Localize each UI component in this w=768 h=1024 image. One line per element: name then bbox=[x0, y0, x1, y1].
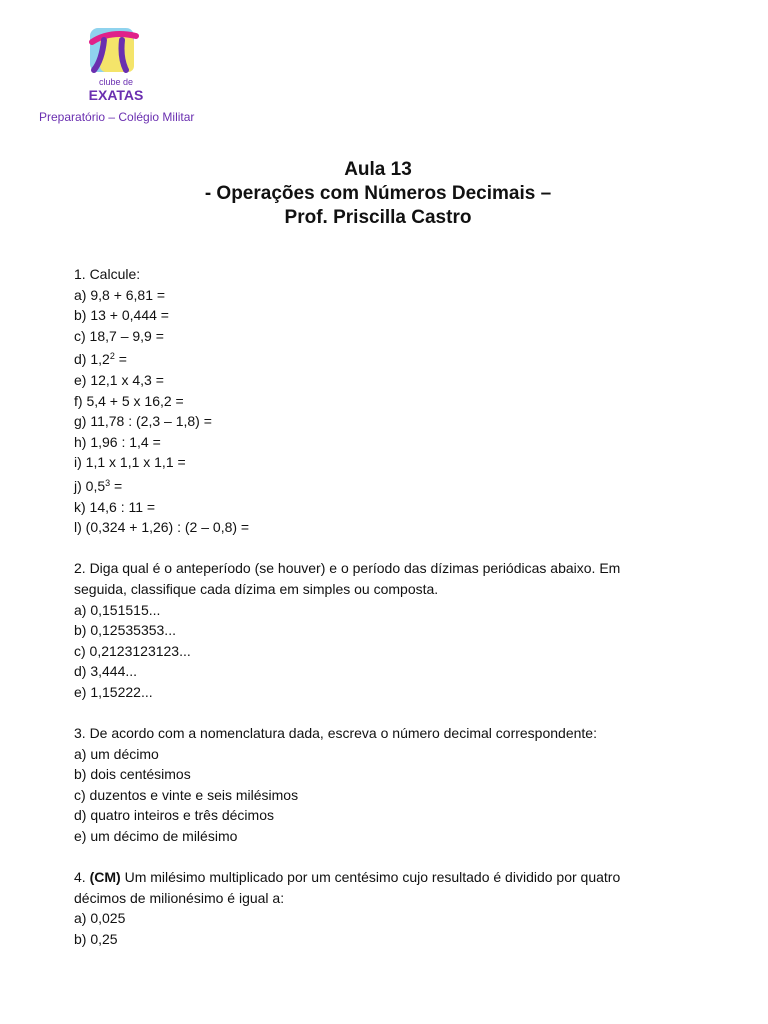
q1-item-d-tail: = bbox=[114, 351, 127, 368]
q1-item-k: k) 14,6 : 11 = bbox=[74, 498, 156, 515]
q3-item-a: a) um décimo bbox=[74, 745, 159, 762]
q1-item-l: l) (0,324 + 1,26) : (2 – 0,8) = bbox=[74, 519, 250, 536]
q1-heading: 1. Calcule: bbox=[74, 266, 141, 282]
q1-item-h: h) 1,96 : 1,4 = bbox=[74, 433, 161, 450]
q3-item-b: b) dois centésimos bbox=[74, 766, 191, 783]
q1-item-i: i) 1,1 x 1,1 x 1,1 = bbox=[74, 454, 186, 471]
q4-number: 4. bbox=[74, 869, 90, 886]
q1-item-j-exponent: 3 bbox=[105, 477, 111, 488]
title-line-2: - Operações com Números Decimais – bbox=[204, 183, 552, 204]
q2-item-b: b) 0,12535353... bbox=[74, 622, 176, 639]
title-line-3: Prof. Priscilla Castro bbox=[284, 207, 472, 228]
q1-item-d bbox=[74, 346, 674, 370]
logo-text-bottom: EXATAS bbox=[88, 87, 144, 103]
q1-item-j-base: j) 0,5 bbox=[74, 477, 106, 494]
q4-line-2: décimos de milionésimo é igual a: bbox=[74, 889, 285, 906]
title-line-1: Aula 13 bbox=[344, 159, 412, 180]
q1-item-j bbox=[74, 473, 674, 497]
q1-item-f: f) 5,4 + 5 x 16,2 = bbox=[74, 392, 184, 409]
q3-item-e: e) um décimo de milésimo bbox=[74, 828, 238, 845]
q1-item-g: g) 11,78 : (2,3 – 1,8) = bbox=[74, 413, 212, 430]
q1-item-b: b) 13 + 0,444 = bbox=[74, 307, 169, 324]
q1-item-e: e) 12,1 x 4,3 = bbox=[74, 371, 164, 388]
q3-item-c: c) duzentos e vinte e seis milésimos bbox=[74, 786, 299, 803]
q2-item-d: d) 3,444... bbox=[74, 663, 138, 680]
q1-item-a: a) 9,8 + 6,81 = bbox=[74, 286, 166, 303]
q4-line-1 bbox=[74, 867, 674, 888]
q1-item-c: c) 18,7 – 9,9 = bbox=[74, 327, 164, 344]
q3-heading: 3. De acordo com a nomenclatura dada, escreva o número decimal correspondente: bbox=[74, 725, 597, 742]
clube-de-exatas-logo bbox=[80, 22, 152, 106]
q4-tag: (CM) bbox=[89, 869, 121, 886]
lesson-title bbox=[0, 158, 756, 230]
q1-item-d-base: d) 1,2 bbox=[74, 351, 110, 368]
q4-item-a: a) 0,025 bbox=[74, 910, 126, 927]
logo-text-top: clube de bbox=[98, 77, 134, 87]
q2-item-e: e) 1,15222... bbox=[74, 683, 153, 700]
q3-item-d: d) quatro inteiros e três décimos bbox=[74, 807, 274, 824]
q1-item-d-exponent: 2 bbox=[109, 351, 115, 362]
q1-item-j-tail: = bbox=[110, 477, 123, 494]
q2-item-a: a) 0,151515... bbox=[74, 601, 161, 618]
q2-item-c: c) 0,2123123123... bbox=[74, 642, 191, 659]
q2-line-1: 2. Diga qual é o anteperíodo (se houver) e o período das dízimas periódicas abaixo. Em bbox=[74, 560, 621, 577]
q2-line-2: seguida, classifique cada dízima em simples ou composta. bbox=[74, 580, 439, 597]
header-subtitle: Preparatório – Colégio Militar bbox=[39, 110, 195, 124]
q4-line-1-rest: Um milésimo multiplicado por um centésimo cujo resultado é dividido por quatro bbox=[120, 869, 621, 886]
exercise-list bbox=[74, 264, 674, 950]
q4-item-b: b) 0,25 bbox=[74, 931, 118, 947]
